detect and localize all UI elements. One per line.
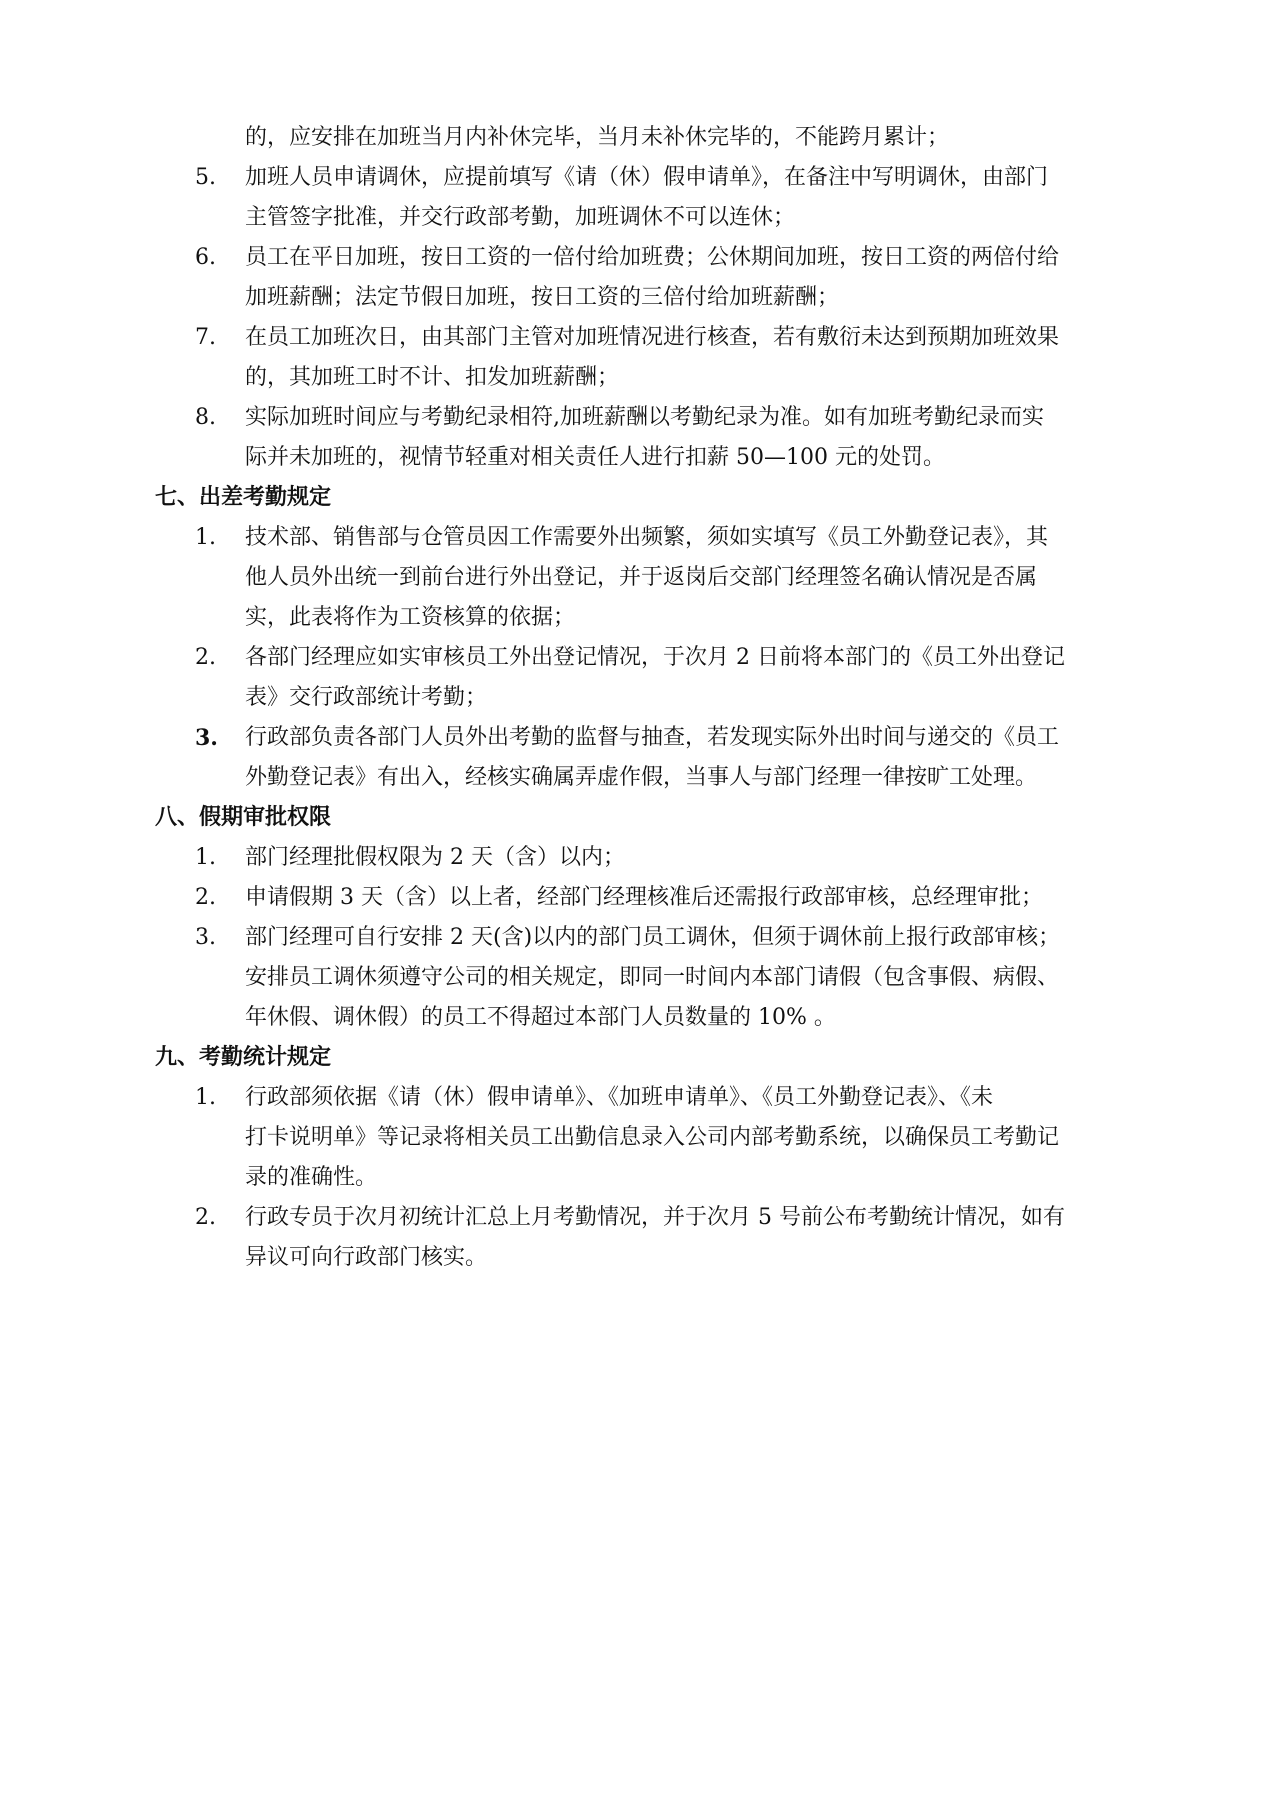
list-item-overtime-7 [155,318,1190,398]
item-line: 的，其加班工时不计、扣发加班薪酬； [245,365,620,390]
item-text [245,918,1190,1038]
item-line: 员工在平日加班，按日工资的一倍付给加班费；公休期间加班，按日工资的两倍付给 [245,245,1060,270]
list-item-stats-2 [155,1198,1190,1278]
item-number: 1. [195,845,216,870]
item-line: 安排员工调休须遵守公司的相关规定，即同一时间内本部门请假（包含事假、病假、 [245,965,1060,990]
list-item-overtime-6 [155,238,1190,318]
item-line: 实，此表将作为工资核算的依据； [245,605,576,630]
item-line: 主管签字批准，并交行政部考勤，加班调休不可以连休； [245,205,796,230]
list-item-overtime-5 [155,158,1190,238]
item-line: 异议可向行政部门核实。 [245,1245,488,1270]
item-number: 3. [195,925,216,950]
item-line: 表》交行政部统计考勤； [245,685,488,710]
item-number: 5. [195,165,216,190]
list-item-overtime-8 [155,398,1190,478]
item-line: 在员工加班次日，由其部门主管对加班情况进行核查，若有敷衍未达到预期加班效果 [245,325,1060,350]
item-line: 打卡说明单》等记录将相关员工出勤信息录入公司内部考勤系统，以确保员工考勤记 [245,1125,1060,1150]
list-item-trip-2 [155,638,1190,718]
item-text [245,398,1190,478]
section-title-business-trip: 七、出差考勤规定 [155,485,332,510]
continuation-line: 的，应安排在加班当月内补休完毕，当月未补休完毕的，不能跨月累计； [245,125,950,150]
item-text [245,1198,1190,1278]
item-line: 年休假、调休假）的员工不得超过本部门人员数量的 10% 。 [245,1005,836,1030]
item-text [245,1078,1190,1198]
item-line: 他人员外出统一到前台进行外出登记，并于返岗后交部门经理签名确认情况是否属 [245,565,1038,590]
item-line: 各部门经理应如实审核员工外出登记情况，于次月 2 日前将本部门的《员工外出登记 [245,645,1065,670]
item-text [245,838,1190,878]
item-line: 录的准确性。 [245,1165,378,1190]
list-item-stats-1 [155,1078,1190,1198]
list-item-trip-3 [155,718,1190,798]
item-line: 技术部、销售部与仓管员因工作需要外出频繁，须如实填写《员工外勤登记表》，其 [245,525,1049,550]
item-text [245,518,1190,638]
list-item-trip-1 [155,518,1190,638]
list-item-leave-3 [155,918,1190,1038]
item-number: 1. [195,525,216,550]
item-number: 3. [195,725,218,751]
item-number: 2. [195,885,216,910]
item-text [245,318,1190,398]
item-line: 实际加班时间应与考勤纪录相符,加班薪酬以考勤纪录为准。如有加班考勤纪录而实 [245,405,1044,430]
item-line: 际并未加班的，视情节轻重对相关责任人进行扣薪 50—100 元的处罚。 [245,445,945,470]
item-text [245,878,1190,918]
item-line: 行政部负责各部门人员外出考勤的监督与抽查，若发现实际外出时间与递交的《员工 [245,725,1060,750]
document-body [155,118,1190,1278]
item-line: 行政部须依据《请（休）假申请单》、《加班申请单》、《员工外勤登记表》、《未 [245,1085,994,1110]
list-item-leave-1 [155,838,1190,878]
section-title-attendance-statistics: 九、考勤统计规定 [155,1045,332,1070]
item-number: 1. [195,1085,216,1110]
item-line: 加班人员申请调休，应提前填写《请（休）假申请单》，在备注中写明调休，由部门 [245,165,1049,190]
item-number: 2. [195,1205,216,1230]
item-number: 8. [195,405,216,430]
item-text [245,158,1190,238]
item-line: 外勤登记表》有出入，经核实确属弄虚作假，当事人与部门经理一律按旷工处理。 [245,765,1038,790]
item-text [245,638,1190,718]
section-title-leave-approval: 八、假期审批权限 [155,805,332,830]
item-text [245,238,1190,318]
item-line: 加班薪酬；法定节假日加班，按日工资的三倍付给加班薪酬； [245,285,840,310]
item-line: 申请假期 3 天（含）以上者，经部门经理核准后还需报行政部审核，总经理审批； [245,885,1043,910]
item-number: 7. [195,325,216,350]
item-line: 部门经理可自行安排 2 天(含)以内的部门员工调休，但须于调休前上报行政部审核； [245,925,1061,950]
list-item-leave-2 [155,878,1190,918]
item-line: 行政专员于次月初统计汇总上月考勤情况，并于次月 5 号前公布考勤统计情况，如有 [245,1205,1065,1230]
item-number: 6. [195,245,216,270]
item-line: 部门经理批假权限为 2 天（含）以内； [245,845,625,870]
item-number: 2. [195,645,216,670]
item-text [245,718,1190,798]
